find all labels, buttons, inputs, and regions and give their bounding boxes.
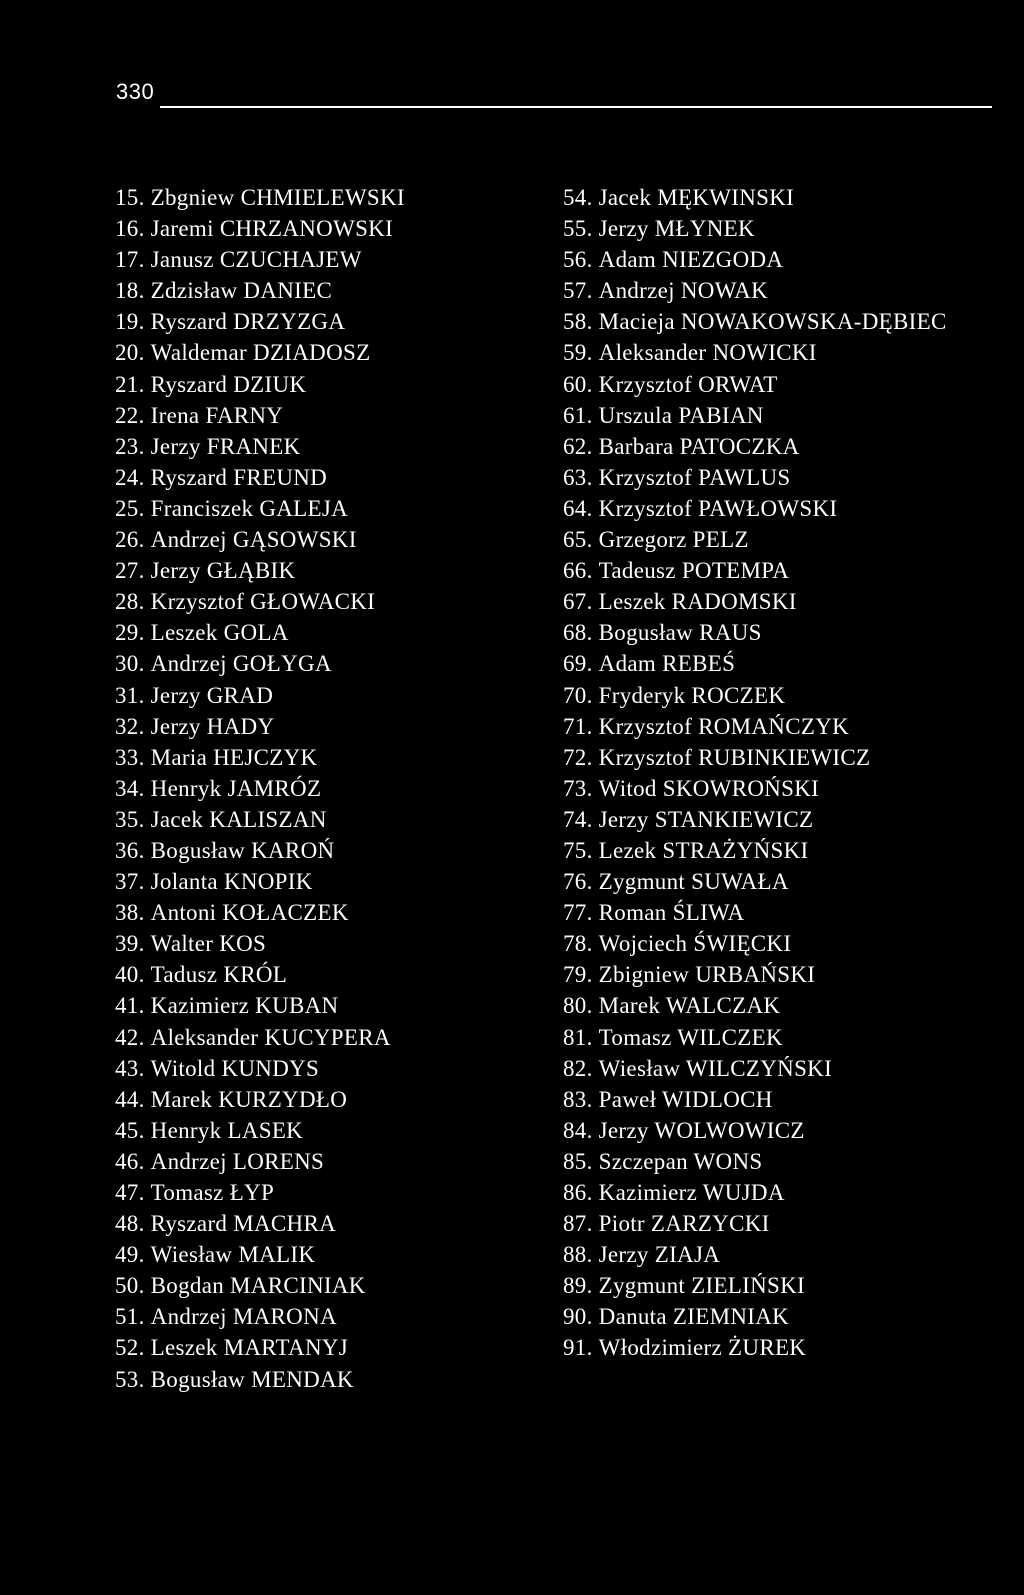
entry-number: 46. bbox=[115, 1148, 145, 1174]
entry-name: Leszek RADOMSKI bbox=[598, 589, 797, 615]
entry-name: Leszek GOLA bbox=[150, 620, 289, 646]
entry-name: Danuta ZIEMNIAK bbox=[598, 1304, 790, 1330]
entry-number: 90. bbox=[563, 1304, 593, 1330]
entry-name: Irena FARNY bbox=[150, 402, 284, 428]
list-item bbox=[115, 1364, 535, 1395]
entry-number: 67. bbox=[563, 589, 593, 615]
entry-name: Jerzy ZIAJA bbox=[598, 1242, 721, 1268]
list-item bbox=[115, 213, 535, 244]
list-item bbox=[115, 680, 535, 711]
list-item bbox=[115, 1146, 535, 1177]
entry-name: Andrzej GĄSOWSKI bbox=[150, 527, 357, 553]
list-item bbox=[115, 555, 535, 586]
entry-name: Krzysztof PAWLUS bbox=[598, 464, 791, 490]
list-item bbox=[563, 742, 1013, 773]
entry-number: 38. bbox=[115, 900, 145, 926]
list-item bbox=[115, 306, 535, 337]
list-item bbox=[115, 337, 535, 368]
entry-name: Jerzy STANKIEWICZ bbox=[598, 806, 814, 832]
list-item bbox=[115, 400, 535, 431]
list-item bbox=[563, 244, 1013, 275]
entry-name: Maria HEJCZYK bbox=[150, 744, 318, 770]
list-item bbox=[115, 275, 535, 306]
entry-number: 48. bbox=[115, 1211, 145, 1237]
entry-number: 50. bbox=[115, 1273, 145, 1299]
entry-name: Aleksander KUCYPERA bbox=[150, 1024, 391, 1050]
list-item bbox=[115, 959, 535, 990]
entry-number: 64. bbox=[563, 495, 593, 521]
entry-number: 52. bbox=[115, 1335, 145, 1361]
list-item bbox=[563, 462, 1013, 493]
list-item bbox=[563, 1177, 1013, 1208]
list-item bbox=[115, 897, 535, 928]
entry-number: 18. bbox=[115, 278, 145, 304]
entry-number: 89. bbox=[563, 1273, 593, 1299]
entry-name: Macieja NOWAKOWSKA-DĘBIEC bbox=[598, 309, 947, 335]
entry-number: 76. bbox=[563, 869, 593, 895]
list-item bbox=[563, 897, 1013, 928]
entry-number: 45. bbox=[115, 1117, 145, 1143]
entry-name: Krzysztof ORWAT bbox=[598, 371, 778, 397]
entry-number: 35. bbox=[115, 806, 145, 832]
header-rule bbox=[160, 106, 992, 108]
entry-number: 39. bbox=[115, 931, 145, 957]
entry-number: 61. bbox=[563, 402, 593, 428]
entry-name: Janusz CZUCHAJEW bbox=[150, 247, 362, 273]
entry-name: Jerzy WOLWOWICZ bbox=[598, 1117, 805, 1143]
entry-number: 32. bbox=[115, 713, 145, 739]
entry-number: 51. bbox=[115, 1304, 145, 1330]
entry-name: Ryszard MACHRA bbox=[150, 1211, 337, 1237]
entry-name: Grzegorz PELZ bbox=[598, 527, 749, 553]
entry-name: Zygmunt SUWAŁA bbox=[598, 869, 789, 895]
entry-name: Witold KUNDYS bbox=[150, 1055, 320, 1081]
entry-name: Szczepan WONS bbox=[598, 1148, 763, 1174]
list-item bbox=[115, 990, 535, 1021]
entry-name: Andrzej GOŁYGA bbox=[150, 651, 332, 677]
list-item bbox=[115, 1053, 535, 1084]
list-item bbox=[115, 773, 535, 804]
entry-number: 66. bbox=[563, 558, 593, 584]
list-item bbox=[563, 711, 1013, 742]
entry-name: Zbigniew URBAŃSKI bbox=[598, 962, 816, 988]
entry-number: 75. bbox=[563, 837, 593, 863]
entry-number: 21. bbox=[115, 371, 145, 397]
entry-number: 78. bbox=[563, 931, 593, 957]
list-item bbox=[115, 648, 535, 679]
entry-number: 44. bbox=[115, 1086, 145, 1112]
entry-name: Marek WALCZAK bbox=[598, 993, 781, 1019]
entry-name: Franciszek GALEJA bbox=[150, 495, 349, 521]
list-item bbox=[563, 400, 1013, 431]
list-item bbox=[563, 1239, 1013, 1270]
entry-name: Zbgniew CHMIELEWSKI bbox=[150, 185, 405, 210]
entry-name: Kazimierz KUBAN bbox=[150, 993, 339, 1019]
entry-name: Jaremi CHRZANOWSKI bbox=[150, 216, 394, 242]
list-item bbox=[115, 866, 535, 897]
entry-number: 43. bbox=[115, 1055, 145, 1081]
entry-number: 71. bbox=[563, 713, 593, 739]
list-item bbox=[563, 306, 1013, 337]
entry-name: Ryszard FREUND bbox=[150, 464, 328, 490]
entry-name: Kazimierz WUJDA bbox=[598, 1180, 785, 1205]
entry-name: Wiesław MALIK bbox=[150, 1242, 316, 1268]
entry-name: Walter KOS bbox=[150, 931, 267, 957]
list-item bbox=[563, 1332, 1013, 1363]
entry-name: Ryszard DZIUK bbox=[150, 371, 307, 397]
entry-name: Tomasz WILCZEK bbox=[598, 1024, 783, 1050]
page-number: 330 bbox=[116, 79, 155, 104]
entry-name: Krzysztof PAWŁOWSKI bbox=[598, 495, 838, 521]
entry-name: Wojciech ŚWIĘCKI bbox=[598, 931, 792, 957]
entry-number: 58. bbox=[563, 309, 593, 335]
list-item bbox=[563, 1022, 1013, 1053]
list-item bbox=[115, 928, 535, 959]
list-item bbox=[115, 462, 535, 493]
list-item bbox=[563, 1146, 1013, 1177]
entry-number: 82. bbox=[563, 1055, 593, 1081]
entry-number: 47. bbox=[115, 1180, 145, 1205]
entry-name: Ryszard DRZYZGA bbox=[150, 309, 346, 335]
entry-number: 70. bbox=[563, 682, 593, 708]
entry-number: 80. bbox=[563, 993, 593, 1019]
entry-name: Paweł WIDLOCH bbox=[598, 1086, 773, 1112]
list-item bbox=[115, 1301, 535, 1332]
entry-number: 34. bbox=[115, 775, 145, 801]
entry-number: 29. bbox=[115, 620, 145, 646]
entry-name: Krzysztof GŁOWACKI bbox=[150, 589, 376, 615]
list-item bbox=[563, 337, 1013, 368]
entry-number: 73. bbox=[563, 775, 593, 801]
entry-number: 33. bbox=[115, 744, 145, 770]
entry-number: 31. bbox=[115, 682, 145, 708]
list-item bbox=[563, 586, 1013, 617]
list-item bbox=[563, 275, 1013, 306]
entry-number: 57. bbox=[563, 278, 593, 304]
list-item bbox=[563, 959, 1013, 990]
entry-number: 17. bbox=[115, 247, 145, 273]
entry-name: Bogusław MENDAK bbox=[150, 1366, 354, 1392]
list-item bbox=[563, 1053, 1013, 1084]
entry-name: Urszula PABIAN bbox=[598, 402, 764, 428]
entry-number: 83. bbox=[563, 1086, 593, 1112]
list-item bbox=[115, 1084, 535, 1115]
entry-name: Adam NIEZGODA bbox=[598, 247, 784, 273]
list-item bbox=[115, 1332, 535, 1363]
list-item bbox=[115, 742, 535, 773]
entry-number: 84. bbox=[563, 1117, 593, 1143]
entry-number: 19. bbox=[115, 309, 145, 335]
entry-name: Bogusław KAROŃ bbox=[150, 837, 335, 863]
entry-number: 74. bbox=[563, 806, 593, 832]
entry-name: Andrzej NOWAK bbox=[598, 278, 768, 304]
list-item bbox=[563, 1084, 1013, 1115]
name-list-right bbox=[563, 182, 1013, 1364]
entry-number: 28. bbox=[115, 589, 145, 615]
entry-number: 30. bbox=[115, 651, 145, 677]
name-list-left bbox=[115, 182, 535, 1395]
entry-number: 59. bbox=[563, 340, 593, 366]
entry-number: 81. bbox=[563, 1024, 593, 1050]
list-item bbox=[563, 648, 1013, 679]
entry-number: 26. bbox=[115, 527, 145, 553]
entry-number: 53. bbox=[115, 1366, 145, 1392]
entry-number: 85. bbox=[563, 1148, 593, 1174]
entry-number: 91. bbox=[563, 1335, 593, 1361]
entry-name: Jerzy GRAD bbox=[150, 682, 274, 708]
entry-number: 36. bbox=[115, 837, 145, 863]
entry-number: 25. bbox=[115, 495, 145, 521]
list-item bbox=[563, 182, 1013, 213]
entry-name: Bogdan MARCINIAK bbox=[150, 1273, 366, 1299]
entry-number: 15. bbox=[115, 185, 145, 210]
entry-number: 40. bbox=[115, 962, 145, 988]
list-item bbox=[563, 1301, 1013, 1332]
entry-name: Andrzej LORENS bbox=[150, 1148, 325, 1174]
list-item bbox=[563, 493, 1013, 524]
entry-name: Tadusz KRÓL bbox=[150, 962, 288, 988]
entry-number: 27. bbox=[115, 558, 145, 584]
list-item bbox=[563, 773, 1013, 804]
list-item bbox=[563, 835, 1013, 866]
entry-number: 63. bbox=[563, 464, 593, 490]
entry-name: Henryk LASEK bbox=[150, 1117, 304, 1143]
entry-name: Krzysztof ROMAŃCZYK bbox=[598, 713, 850, 739]
entry-name: Jerzy MŁYNEK bbox=[598, 216, 755, 242]
entry-name: Jerzy FRANEK bbox=[150, 433, 301, 459]
entry-number: 16. bbox=[115, 216, 145, 242]
entry-number: 60. bbox=[563, 371, 593, 397]
list-item bbox=[115, 586, 535, 617]
entry-name: Tomasz ŁYP bbox=[150, 1180, 275, 1205]
entry-name: Włodzimierz ŻUREK bbox=[598, 1335, 807, 1361]
entry-name: Zdzisław DANIEC bbox=[150, 278, 333, 304]
entry-number: 56. bbox=[563, 247, 593, 273]
list-item bbox=[115, 244, 535, 275]
entry-name: Tadeusz POTEMPA bbox=[598, 558, 790, 584]
entry-number: 62. bbox=[563, 433, 593, 459]
list-item bbox=[563, 680, 1013, 711]
list-item bbox=[115, 1239, 535, 1270]
entry-number: 23. bbox=[115, 433, 145, 459]
entry-name: Henryk JAMRÓZ bbox=[150, 775, 322, 801]
list-item bbox=[115, 369, 535, 400]
entry-number: 65. bbox=[563, 527, 593, 553]
entry-number: 37. bbox=[115, 869, 145, 895]
list-item bbox=[563, 617, 1013, 648]
entry-name: Jacek MĘKWINSKI bbox=[598, 185, 795, 210]
entry-name: Roman ŚLIWA bbox=[598, 900, 745, 926]
entry-name: Leszek MARTANYJ bbox=[150, 1335, 349, 1361]
list-item bbox=[115, 617, 535, 648]
list-item bbox=[115, 1115, 535, 1146]
entry-number: 42. bbox=[115, 1024, 145, 1050]
entry-number: 77. bbox=[563, 900, 593, 926]
list-item bbox=[115, 711, 535, 742]
list-item bbox=[563, 555, 1013, 586]
list-item bbox=[115, 493, 535, 524]
entry-name: Marek KURZYDŁO bbox=[150, 1086, 348, 1112]
list-item bbox=[563, 990, 1013, 1021]
list-item bbox=[115, 1177, 535, 1208]
entry-number: 55. bbox=[563, 216, 593, 242]
list-item bbox=[115, 1208, 535, 1239]
list-item bbox=[115, 524, 535, 555]
entry-name: Krzysztof RUBINKIEWICZ bbox=[598, 744, 871, 770]
entry-number: 41. bbox=[115, 993, 145, 1019]
list-item bbox=[115, 431, 535, 462]
entry-number: 72. bbox=[563, 744, 593, 770]
entry-name: Witod SKOWROŃSKI bbox=[598, 775, 820, 801]
list-item bbox=[563, 431, 1013, 462]
entry-name: Bogusław RAUS bbox=[598, 620, 762, 646]
entry-number: 20. bbox=[115, 340, 145, 366]
list-item bbox=[563, 1208, 1013, 1239]
list-item bbox=[115, 182, 535, 213]
list-item bbox=[115, 1270, 535, 1301]
entry-name: Lezek STRAŻYŃSKI bbox=[598, 837, 809, 863]
entry-name: Jolanta KNOPIK bbox=[150, 869, 313, 895]
entry-name: Barbara PATOCZKA bbox=[598, 433, 800, 459]
list-item bbox=[563, 804, 1013, 835]
entry-number: 49. bbox=[115, 1242, 145, 1268]
entry-name: Jerzy GŁĄBIK bbox=[150, 558, 296, 584]
list-item bbox=[563, 866, 1013, 897]
entry-name: Antoni KOŁACZEK bbox=[150, 900, 349, 926]
list-item bbox=[115, 1022, 535, 1053]
entry-name: Jacek KALISZAN bbox=[150, 806, 327, 832]
entry-number: 68. bbox=[563, 620, 593, 646]
entry-name: Adam REBEŚ bbox=[598, 651, 736, 677]
entry-number: 24. bbox=[115, 464, 145, 490]
list-item bbox=[563, 369, 1013, 400]
entry-name: Waldemar DZIADOSZ bbox=[150, 340, 371, 366]
entry-name: Zygmunt ZIELIŃSKI bbox=[598, 1273, 805, 1299]
entry-number: 86. bbox=[563, 1180, 593, 1205]
entry-number: 79. bbox=[563, 962, 593, 988]
list-item bbox=[563, 213, 1013, 244]
list-item bbox=[563, 1115, 1013, 1146]
entry-number: 87. bbox=[563, 1211, 593, 1237]
entry-number: 88. bbox=[563, 1242, 593, 1268]
entry-name: Piotr ZARZYCKI bbox=[598, 1211, 770, 1237]
entry-name: Jerzy HADY bbox=[150, 713, 275, 739]
entry-name: Aleksander NOWICKI bbox=[598, 340, 817, 366]
list-item bbox=[563, 1270, 1013, 1301]
entry-number: 69. bbox=[563, 651, 593, 677]
list-item bbox=[563, 524, 1013, 555]
list-item bbox=[115, 804, 535, 835]
entry-name: Fryderyk ROCZEK bbox=[598, 682, 786, 708]
entry-name: Wiesław WILCZYŃSKI bbox=[598, 1055, 833, 1081]
entry-number: 54. bbox=[563, 185, 593, 210]
list-item bbox=[115, 835, 535, 866]
entry-name: Andrzej MARONA bbox=[150, 1304, 337, 1330]
entry-number: 22. bbox=[115, 402, 145, 428]
list-item bbox=[563, 928, 1013, 959]
